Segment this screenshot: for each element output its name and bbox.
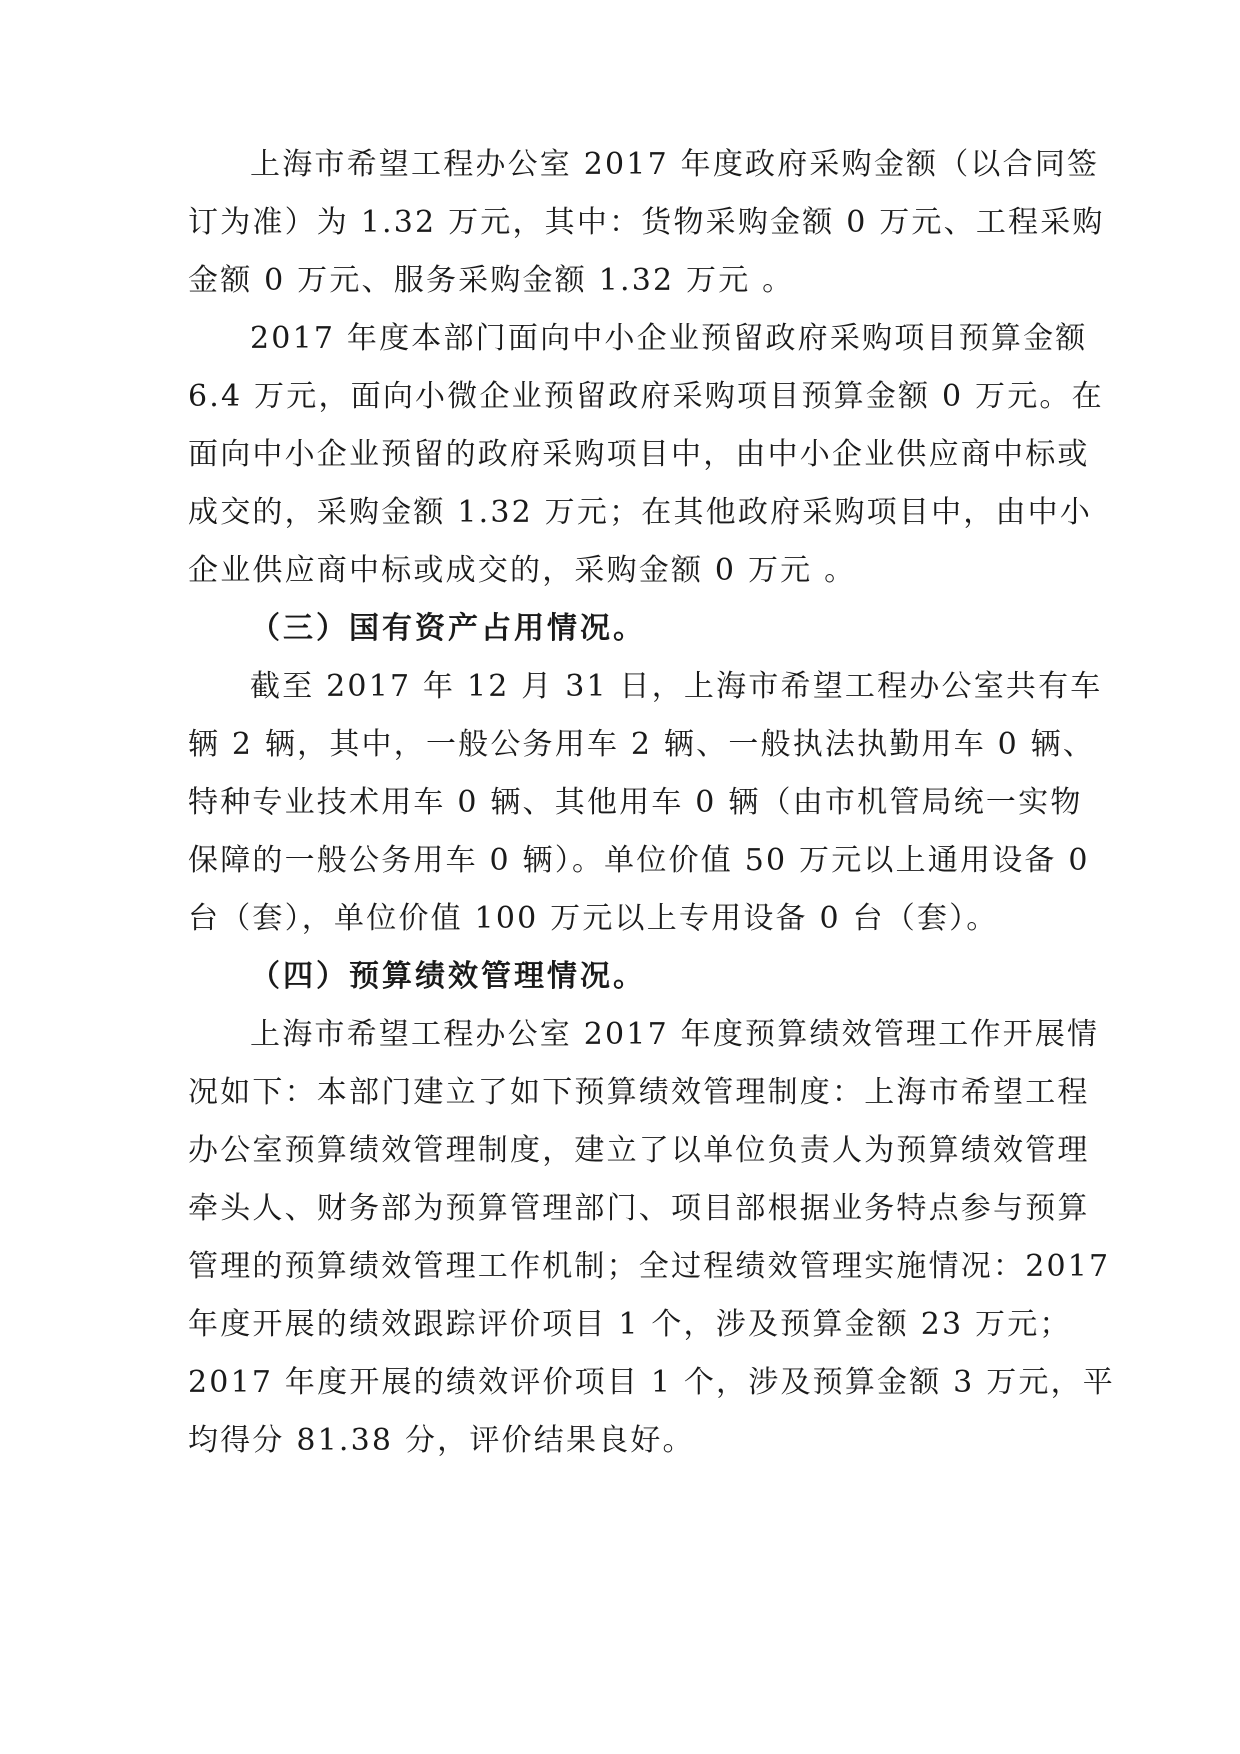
- section-4-line-4: 牵头人、财务部为预算管理部门、项目部根据业务特点参与预算: [188, 1191, 1090, 1226]
- paragraph-2-line-3: 面向中小企业预留的政府采购项目中，由中小企业供应商中标或: [188, 437, 1090, 472]
- section-4-line-1: 上海市希望工程办公室 2017 年度预算绩效管理工作开展情: [250, 1017, 1100, 1052]
- paragraph-2-line-1: 2017 年度本部门面向中小企业预留政府采购项目预算金额: [250, 321, 1088, 356]
- paragraph-1-line-3: 金额 0 万元、服务采购金额 1.32 万元 。: [188, 263, 795, 298]
- section-4-line-3: 办公室预算绩效管理制度，建立了以单位负责人为预算绩效管理: [188, 1133, 1090, 1168]
- section-4-heading: （四）预算绩效管理情况。: [250, 959, 646, 994]
- paragraph-1-line-2: 订为准）为 1.32 万元，其中：货物采购金额 0 万元、工程采购: [188, 205, 1105, 240]
- paragraph-2-line-4: 成交的，采购金额 1.32 万元；在其他政府采购项目中，由中小: [188, 495, 1093, 530]
- section-3-line-3: 特种专业技术用车 0 辆、其他用车 0 辆（由市机管局统一实物: [188, 785, 1083, 820]
- section-3-line-4: 保障的一般公务用车 0 辆）。单位价值 50 万元以上通用设备 0: [188, 843, 1090, 878]
- section-4-line-5: 管理的预算绩效管理工作机制；全过程绩效管理实施情况：2017: [188, 1249, 1111, 1284]
- section-4-line-6: 年度开展的绩效跟踪评价项目 1 个，涉及预算金额 23 万元；: [188, 1307, 1072, 1342]
- paragraph-2-line-5: 企业供应商中标或成交的，采购金额 0 万元 。: [188, 553, 857, 588]
- paragraph-2-line-2: 6.4 万元，面向小微企业预留政府采购项目预算金额 0 万元。在: [188, 379, 1104, 414]
- section-3-line-5: 台（套），单位价值 100 万元以上专用设备 0 台（套）。: [188, 901, 999, 936]
- section-4-line-8: 均得分 81.38 分，评价结果良好。: [188, 1423, 695, 1458]
- section-3-line-2: 辆 2 辆，其中，一般公务用车 2 辆、一般执法执勤用车 0 辆、: [188, 727, 1096, 762]
- section-4-line-2: 况如下：本部门建立了如下预算绩效管理制度：上海市希望工程: [188, 1075, 1090, 1110]
- section-4-line-7: 2017 年度开展的绩效评价项目 1 个，涉及预算金额 3 万元，平: [188, 1365, 1116, 1400]
- paragraph-1-line-1: 上海市希望工程办公室 2017 年度政府采购金额（以合同签: [250, 147, 1100, 182]
- section-3-line-1: 截至 2017 年 12 月 31 日，上海市希望工程办公室共有车: [250, 669, 1103, 704]
- section-3-heading: （三）国有资产占用情况。: [250, 611, 646, 646]
